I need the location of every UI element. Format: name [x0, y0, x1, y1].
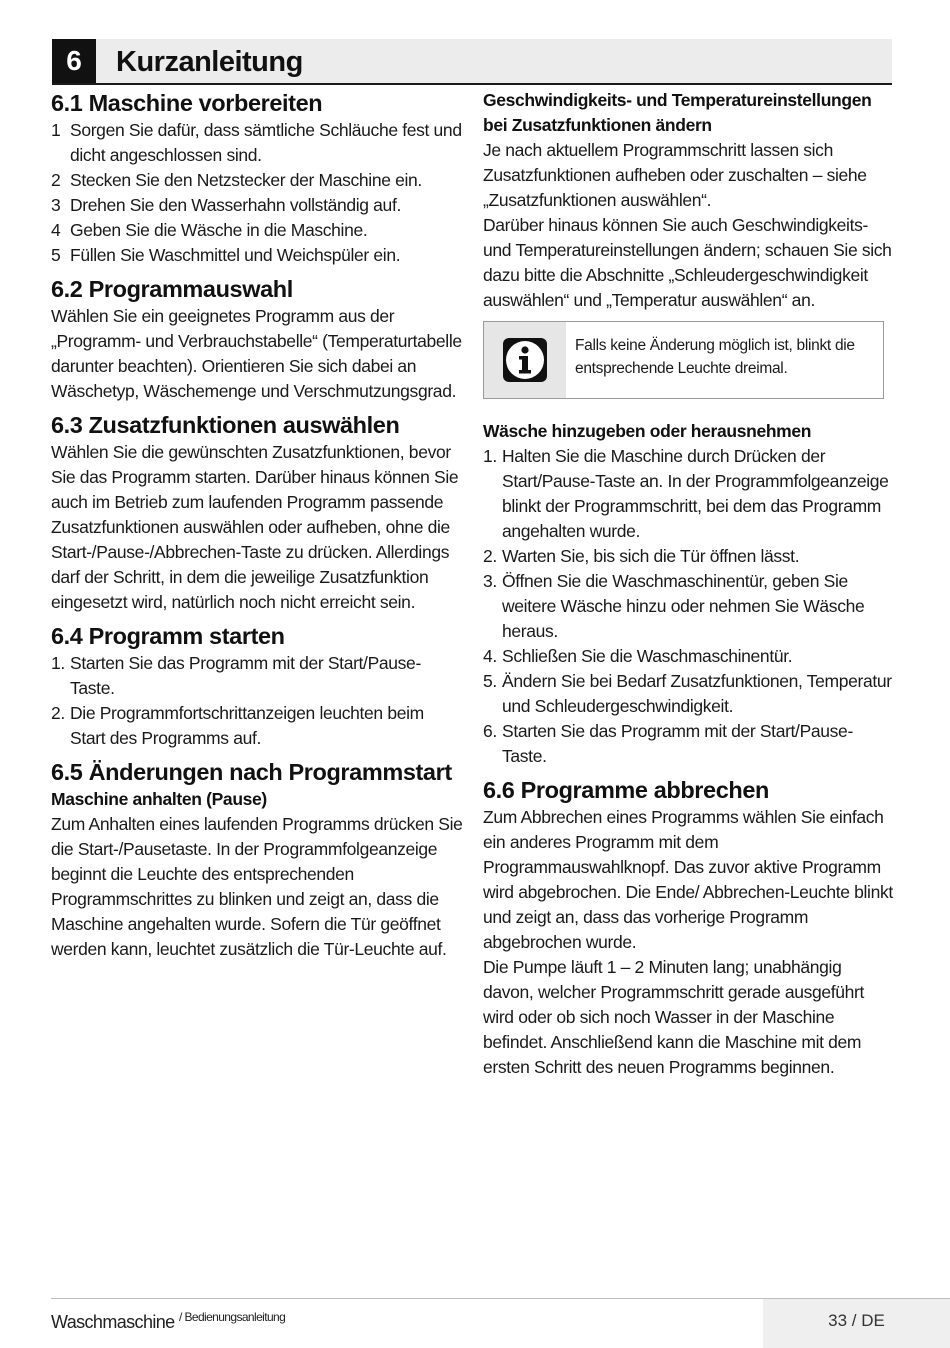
list-item-number: 3.	[483, 571, 497, 591]
section-6-6-text-1: Zum Abbrechen eines Programms wählen Sie einfach ein anderes Programm mit dem Programmauswahlknopf. Das zuvor aktive Programm wird abgebrochen. Die Ende/ Abbrechen-Leuchte blinkt und zeigt an, dass das vorherige Programm abgebrochen wurde.	[483, 807, 893, 952]
section-6-4-list	[51, 651, 463, 751]
list-item-text: Stecken Sie den Netzstecker der Maschine ein.	[70, 170, 422, 190]
chapter-number: 6	[52, 39, 96, 83]
list-item	[483, 544, 893, 569]
list-item-number: 1	[51, 120, 61, 140]
list-item	[483, 444, 893, 544]
section-6-3-text: Wählen Sie die gewünschten Zusatzfunktionen, bevor Sie das Programm starten. Darüber hinaus können Sie auch im Betrieb zum laufenden Programm passende Zusatzfunktionen auswählen oder aufheben, ohne die Start-/Pause-/Abbrechen-Taste zu drücken. Allerdings darf der Schritt, in dem die jeweilige Zusatzfunktion eingesetzt wird, natürlich noch nicht erreicht sein.	[51, 442, 459, 612]
list-item	[51, 193, 463, 218]
list-item	[483, 669, 893, 719]
list-item-number: 2.	[51, 703, 65, 723]
list-item	[483, 569, 893, 644]
section-6-2-text: Wählen Sie ein geeignetes Programm aus der „Programm- und Verbrauchstabelle“ (Temperaturtabelle darunter beachten). Orientieren Sie sich dabei an Wäschetyp, Wäschemenge und Verschmutzungsgrad.	[51, 306, 462, 401]
list-item-text: Schließen Sie die Waschmaschinentür.	[502, 646, 793, 666]
list-item-text: Öffnen Sie die Waschmaschinentür, geben Sie weitere Wäsche hinzu oder nehmen Sie Wäsche heraus.	[502, 571, 865, 641]
footer-brand-name: Waschmaschine	[51, 1312, 175, 1332]
list-item-number: 1.	[483, 446, 497, 466]
section-6-5-title: 6.5 Änderungen nach Programmstart	[51, 759, 452, 785]
info-callout	[483, 321, 884, 399]
list-item-number: 2.	[483, 546, 497, 566]
list-item	[51, 218, 463, 243]
list-item-number: 2	[51, 170, 61, 190]
list-item-text: Warten Sie, bis sich die Tür öffnen lässt.	[502, 546, 800, 566]
laundry-add-remove-title: Wäsche hinzugeben oder herausnehmen	[483, 421, 812, 441]
list-item	[51, 118, 463, 168]
list-item	[483, 719, 893, 769]
list-item	[51, 651, 463, 701]
list-item-text: Ändern Sie bei Bedarf Zusatzfunktionen, Temperatur und Schleudergeschwindigkeit.	[502, 671, 892, 716]
laundry-steps-list	[483, 444, 893, 769]
section-6-6-text-2: Die Pumpe läuft 1 – 2 Minuten lang; unabhängig davon, welcher Programmschritt gerade ausgeführt wird oder ob sich noch Wasser in der Maschine befindet. Anschließend kann die Maschine mit dem ersten Schritt des neuen Programms beginnen.	[483, 957, 865, 1077]
footer-page-box	[763, 1299, 950, 1348]
list-item-number: 3	[51, 195, 61, 215]
info-icon-box	[484, 322, 566, 398]
info-callout-text: Falls keine Änderung möglich ist, blinkt die entsprechende Leuchte dreimal.	[575, 337, 855, 377]
speed-temperature-text-1: Je nach aktuellem Programmschritt lassen sich Zusatzfunktionen aufheben oder zuschalten – siehe „Zusatzfunktionen auswählen“.	[483, 140, 867, 210]
list-item-number: 1.	[51, 653, 65, 673]
list-item-number: 6.	[483, 721, 497, 741]
section-6-3-title: 6.3 Zusatzfunktionen auswählen	[51, 412, 400, 438]
list-item-number: 5	[51, 245, 61, 265]
speed-temperature-text-2: Darüber hinaus können Sie auch Geschwindigkeits- und Temperatureinstellungen ändern; schauen Sie sich dazu bitte die Abschnitte „Schleudergeschwindigkeit auswählen“ und „Temperatur auswählen“ an.	[483, 215, 892, 310]
footer-brand	[51, 1312, 285, 1333]
list-item	[483, 644, 893, 669]
section-6-4-title: 6.4 Programm starten	[51, 623, 285, 649]
section-6-1-list	[51, 118, 463, 268]
list-item-text: Starten Sie das Programm mit der Start/Pause-Taste.	[502, 721, 853, 766]
list-item-text: Geben Sie die Wäsche in die Maschine.	[70, 220, 368, 240]
list-item-number: 4.	[483, 646, 497, 666]
section-6-6-title: 6.6 Programme abbrechen	[483, 777, 769, 803]
list-item-number: 4	[51, 220, 61, 240]
footer-brand-suffix: / Bedienungsanleitung	[179, 1310, 286, 1324]
list-item	[51, 168, 463, 193]
page-number: 33 / DE	[828, 1311, 885, 1330]
list-item	[51, 701, 463, 751]
right-column	[483, 88, 893, 1080]
list-item-text: Drehen Sie den Wasserhahn vollständig auf.	[70, 195, 401, 215]
list-item-number: 5.	[483, 671, 497, 691]
section-6-2-title: 6.2 Programmauswahl	[51, 276, 293, 302]
list-item-text: Halten Sie die Maschine durch Drücken der Start/Pause-Taste an. In der Programmfolgeanzeige blinkt der Programmschritt, bei dem das Programm angehalten wurde.	[502, 446, 889, 541]
info-icon	[503, 338, 547, 382]
section-6-1-title: 6.1 Maschine vorbereiten	[51, 90, 323, 116]
list-item-text: Füllen Sie Waschmittel und Weichspüler ein.	[70, 245, 401, 265]
chapter-title: Kurzanleitung	[116, 46, 303, 78]
list-item-text: Sorgen Sie dafür, dass sämtliche Schläuche fest und dicht angeschlossen sind.	[70, 120, 462, 165]
list-item	[51, 243, 463, 268]
speed-temperature-title: Geschwindigkeits- und Temperatureinstellungen bei Zusatzfunktionen ändern	[483, 90, 872, 135]
section-6-5-subtitle: Maschine anhalten (Pause)	[51, 789, 267, 809]
chapter-header	[52, 39, 892, 85]
left-column	[51, 88, 463, 962]
list-item-text: Die Programmfortschrittanzeigen leuchten beim Start des Programms auf.	[70, 703, 424, 748]
section-6-5-text: Zum Anhalten eines laufenden Programms drücken Sie die Start-/Pausetaste. In der Programmfolgeanzeige beginnt die Leuchte des entsprechenden Programmschrittes zu blinken und zeigt an, dass die Maschine angehalten wurde. Sofern die Tür geöffnet werden kann, leuchtet zusätzlich die Tür-Leuchte auf.	[51, 814, 463, 959]
list-item-text: Starten Sie das Programm mit der Start/Pause-Taste.	[70, 653, 421, 698]
